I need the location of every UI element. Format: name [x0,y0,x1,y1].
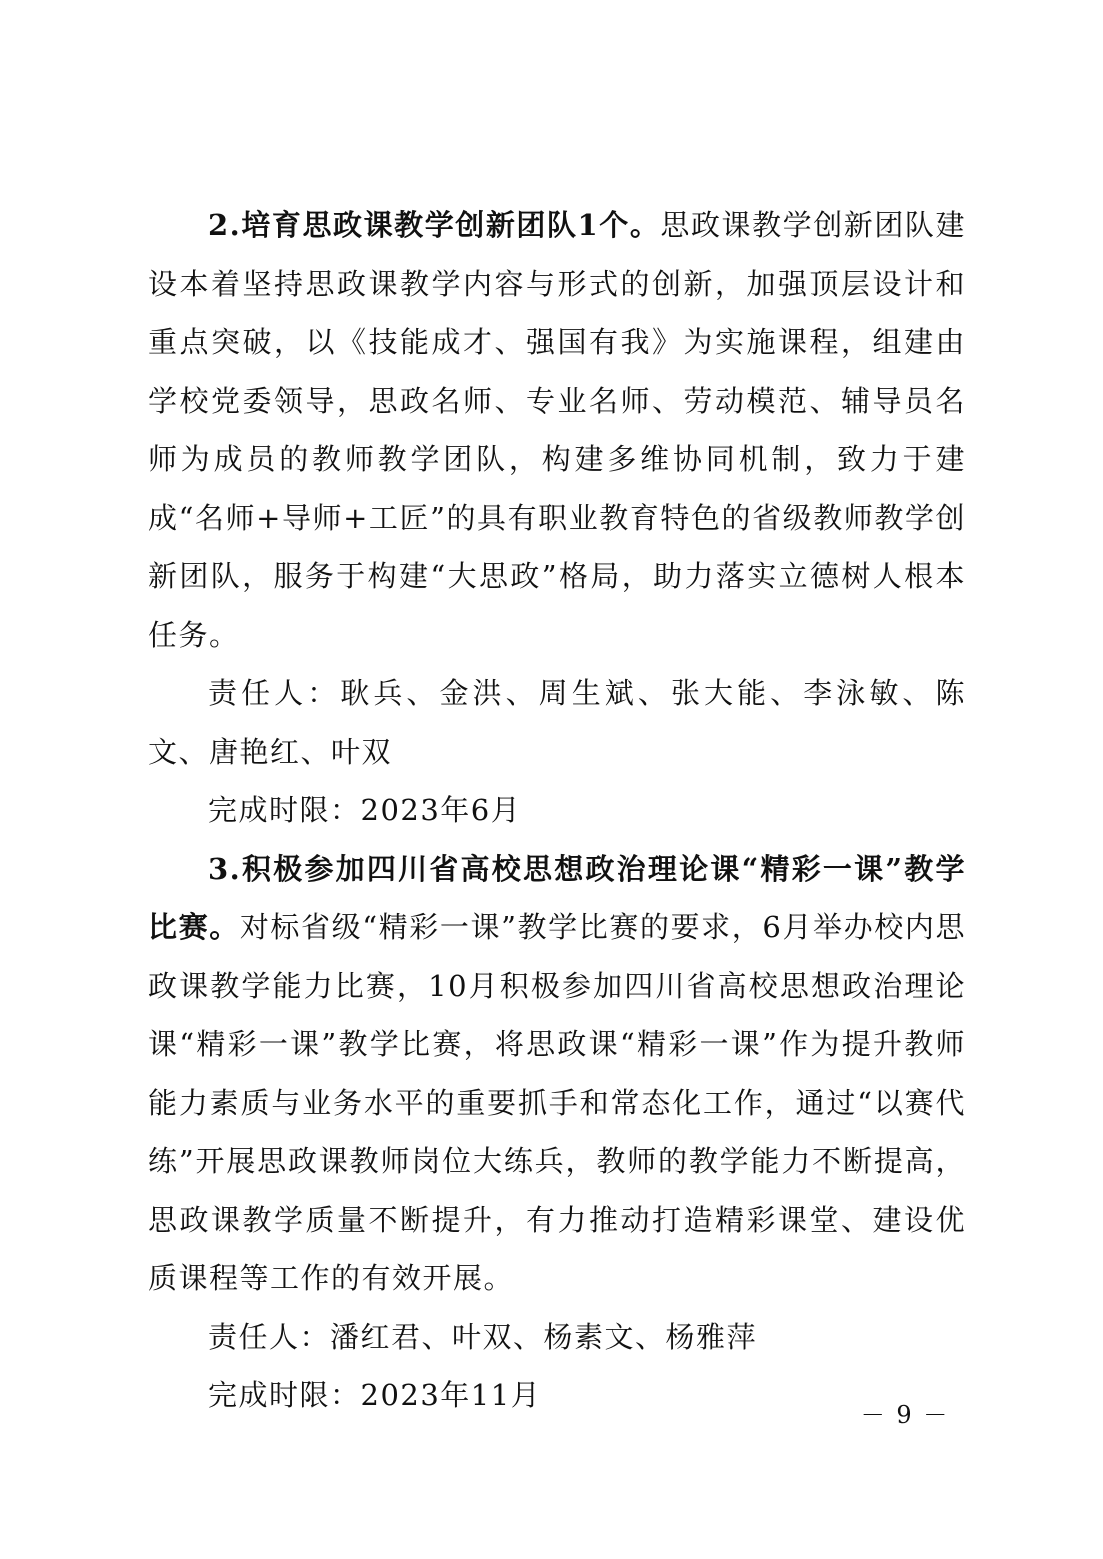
section-3-heading: 3.积极参加四川省高校思想政治理论课“精彩一课”教学比赛。 [148,851,966,944]
document-page [148,196,966,1425]
section-2-paragraph [148,196,966,664]
page-number: － 9 － [860,1401,950,1429]
section-2-body: 思政课教学创新团队建设本着坚持思政课教学内容与形式的创新，加强顶层设计和重点突破，以《技能成才、强国有我》为实施课程，组建由学校党委领导，思政名师、专业名师、劳动模范、辅导员名师为成员的教师教学团队，构建多维协同机制，致力于建成“名师+导师+工匠”的具有职业教育特色的省级教师教学创新团队，服务于构建“大思政”格局，助力落实立德树人根本任务。 [148,208,966,652]
section-3-deadline: 完成时限：2023年11月 [208,1378,542,1412]
section-3-body: 对标省级“精彩一课”教学比赛的要求，6月举办校内思政课教学能力比赛，10月积极参加四川省高校思想政治理论课“精彩一课”教学比赛，将思政课“精彩一课”作为提升教师能力素质与业务水平的重要抓手和常态化工作，通过“以赛代练”开展思政课教师岗位大练兵，教师的教学能力不断提高，思政课教学质量不断提升，有力推动打造精彩课堂、建设优质课程等工作的有效开展。 [148,910,966,1295]
section-3-paragraph [148,840,966,1308]
section-2-deadline: 完成时限：2023年6月 [208,793,522,827]
section-3-responsible: 责任人：潘红君、叶双、杨素文、杨雅萍 [208,1319,758,1354]
section-2-responsible: 责任人：耿兵、金洪、周生斌、张大能、李泳敏、陈文、唐艳红、叶双 [148,676,966,769]
section-2-heading: 2.培育思政课教学创新团队1个。 [208,208,661,242]
